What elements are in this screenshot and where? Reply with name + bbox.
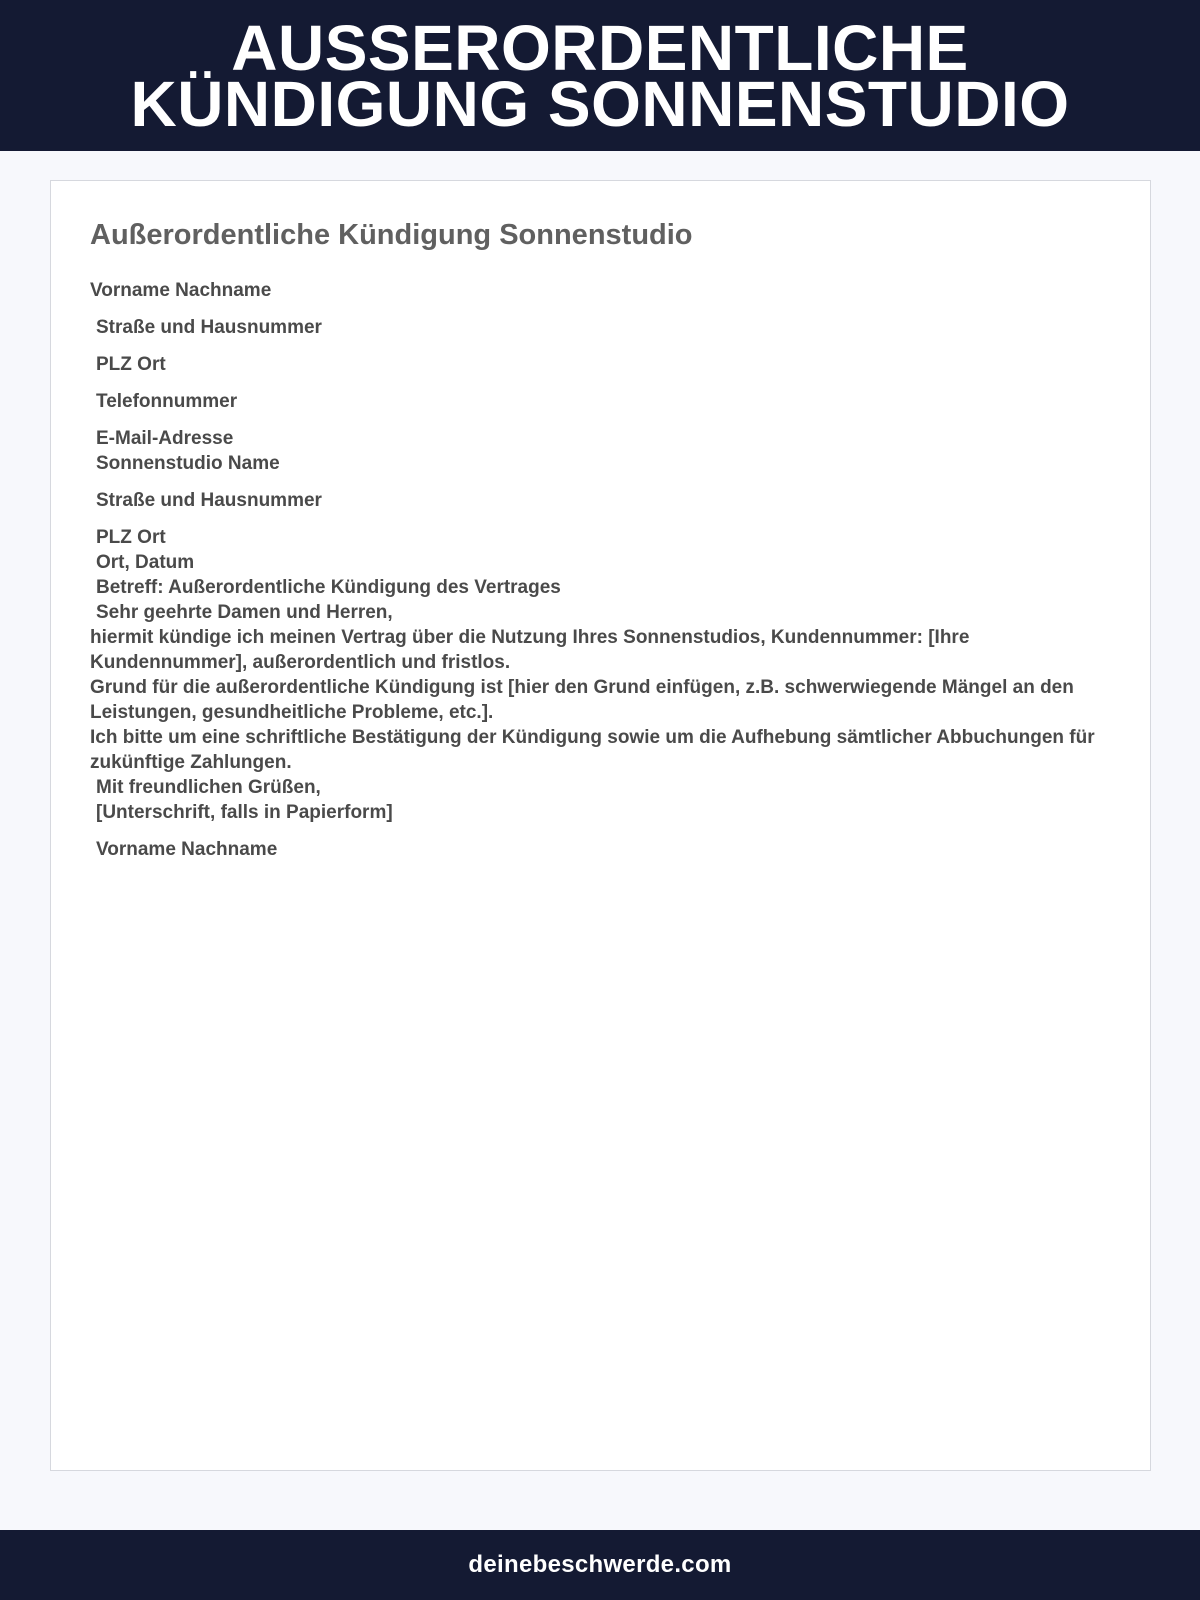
sender-email: E-Mail-Adresse bbox=[96, 428, 234, 449]
page-footer bbox=[0, 1530, 1200, 1600]
document-title: Außerordentliche Kündigung Sonnenstudio bbox=[90, 219, 693, 251]
header-title-line-2: KÜNDIGUNG SONNENSTUDIO bbox=[130, 67, 1070, 140]
sender-name: Vorname Nachname bbox=[90, 280, 272, 301]
header-title-line-1: AUSSERORDENTLICHE bbox=[231, 11, 969, 84]
footer-site-name: deinebeschwerde.com bbox=[468, 1551, 732, 1578]
body-paragraph-3: Ich bitte um eine schriftliche Bestätigung der Kündigung sowie um die Aufhebung sämtlicher Abbuchungen für zukünftige Zahlungen. bbox=[90, 727, 1095, 773]
place-date: Ort, Datum bbox=[96, 552, 195, 573]
body-paragraph-1: hiermit kündige ich meinen Vertrag über die Nutzung Ihres Sonnenstudios, Kundennummer: [Ihre Kundennummer], außerordentlich und fristlos. bbox=[90, 627, 970, 673]
sender-phone: Telefonnummer bbox=[96, 391, 238, 412]
sender-street: Straße und Hausnummer bbox=[96, 317, 322, 338]
page-header bbox=[0, 0, 1200, 151]
subject-line: Betreff: Außerordentliche Kündigung des Vertrages bbox=[96, 577, 561, 598]
signature-name: Vorname Nachname bbox=[96, 839, 278, 860]
signature-note: [Unterschrift, falls in Papierform] bbox=[96, 802, 393, 823]
recipient-city: PLZ Ort bbox=[96, 527, 166, 548]
sender-city: PLZ Ort bbox=[96, 354, 166, 375]
salutation: Sehr geehrte Damen und Herren, bbox=[96, 602, 393, 623]
recipient-street: Straße und Hausnummer bbox=[96, 490, 322, 511]
letter-body bbox=[90, 278, 1100, 862]
closing: Mit freundlichen Grüßen, bbox=[96, 777, 321, 798]
recipient-name: Sonnenstudio Name bbox=[96, 453, 280, 474]
letter-card bbox=[50, 180, 1151, 1471]
body-paragraph-2: Grund für die außerordentliche Kündigung ist [hier den Grund einfügen, z.B. schwerwiegende Mängel an den Leistungen, gesundheitliche Probleme, etc.]. bbox=[90, 677, 1074, 723]
